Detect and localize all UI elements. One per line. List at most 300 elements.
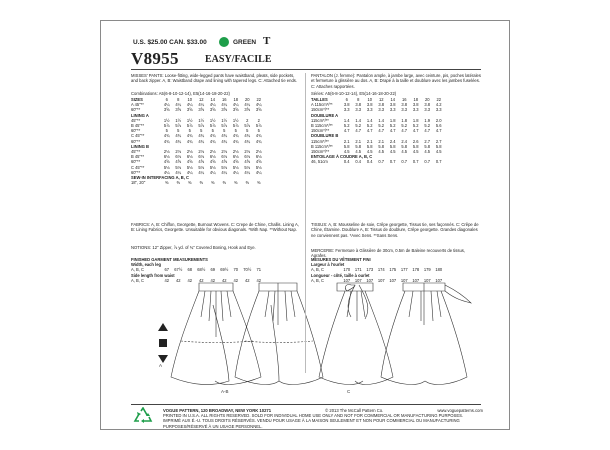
measure-cell: 2⅛ — [232, 149, 239, 155]
measure-cell: 3⅝ — [209, 107, 216, 113]
measure-cell: 107 — [412, 277, 420, 283]
measure-cell: 4⅝ — [232, 159, 239, 165]
french-yardage-table — [311, 97, 445, 165]
measure-cell: 2⅛ — [198, 149, 205, 155]
measure-cell: 18 — [233, 97, 239, 102]
measure-cell: 2⅛ — [255, 149, 262, 155]
measure-cell: ⅜ — [165, 180, 169, 186]
measure-row-label: B 115cm*/** — [311, 143, 333, 149]
measure-cell: 3⅝ — [221, 107, 228, 113]
measure-cell: 6 — [165, 97, 168, 102]
measure-cell: 4.7 — [389, 128, 396, 134]
measure-cell: 42 — [164, 277, 170, 283]
measure-cell: 5.8 — [412, 143, 419, 149]
measure-cell: 4⅝ — [198, 159, 205, 165]
measure-cell: 4¾ — [186, 138, 193, 144]
measure-cell: ⅜ — [211, 180, 215, 186]
measure-cell: 1½ — [163, 117, 170, 123]
measure-cell: 3⅝ — [186, 107, 193, 113]
measure-cell: ⅜ — [234, 180, 238, 186]
french-combinations: Séries: A5(6-8-10-12-14), E5(14-16-18-20-22) — [311, 91, 397, 96]
measure-cell: 2.0 — [435, 117, 442, 123]
measure-cell: 3.3 — [401, 107, 408, 113]
measure-cell: 5.8 — [389, 143, 396, 149]
measure-cell: 4⅝ — [255, 159, 262, 165]
measure-cell: 1.4 — [343, 117, 350, 123]
measure-cell: 5⅞ — [221, 123, 228, 129]
measure-cell: 2.7 — [435, 138, 442, 144]
measure-cell: ⅜ — [257, 180, 261, 186]
measure-cell: 4⅝ — [209, 159, 216, 165]
english-fabrics: FABRICS: A, B: Chiffon, Georgette, Burnout Wovens. C: Crepe de Chine, Challis. Lining A, B: Lining Fabrics, Georgette. Unsuitable for obvious diagonals. *With Nap. **Without Nap. — [131, 222, 299, 233]
measure-row-label: 60"** — [131, 107, 141, 113]
measure-cell: 4¼ — [232, 169, 239, 175]
measure-cell: 0.7 — [412, 159, 419, 165]
measure-row-label: 60"** — [131, 128, 141, 134]
measure-cell: 5.8 — [424, 143, 431, 149]
measure-row-label: SIZES — [131, 97, 143, 102]
measure-cell: 1½ — [175, 117, 182, 123]
measure-cell: 6⅛ — [232, 154, 239, 160]
measure-cell: 4¾ — [198, 138, 205, 144]
measure-cell: 1½ — [209, 117, 216, 123]
measure-row-label: 60"** — [131, 169, 141, 175]
figure-label-c: C — [347, 389, 351, 394]
measure-cell: 4¼ — [198, 169, 205, 175]
measure-cell: 42 — [256, 277, 262, 283]
measure-cell: ⅜ — [199, 180, 203, 186]
measure-cell: 4¼ — [221, 169, 228, 175]
measure-cell: 69 — [210, 267, 216, 273]
measure-cell: 4¾ — [255, 138, 262, 144]
measure-row-label: TAILLES — [311, 97, 328, 102]
measure-row-label: A, B, C — [131, 277, 144, 283]
measure-cell: 4⅝ — [221, 159, 228, 165]
french-description: PANTALON (J. femme): Pantalon ample, à jambe large, avec ceinture, pis, poches latérales et fermeture à glissière au dos. A, B: Drapé à la taille et doublure avec les jambes fuselées. C: Attaches rapportées. — [311, 73, 481, 89]
measure-cell: 3.8 — [424, 102, 431, 108]
measure-cell: 5.2 — [412, 123, 419, 129]
measure-cell: 6⅛ — [221, 154, 228, 160]
green-dot-icon — [219, 37, 229, 47]
measure-cell: 4¾ — [163, 133, 170, 139]
measure-cell: 5⅛ — [175, 164, 182, 170]
measure-cell: 3.8 — [378, 102, 385, 108]
measure-row-label: B 45"** — [131, 154, 145, 160]
measure-cell: 14 — [210, 97, 216, 102]
measure-cell: 4¾ — [163, 138, 170, 144]
footer-french: IMPRIMÉ AUX É.-U. TOUS DROITS RÉSERVÉS. VENDU POUR USAGE À LA MAISON SEULEMENT ET NON POUR COMMERCIAL OU MANUFACTURING PURPOSES/RÉSERVÉ À UN USAGE PERSONNEL. — [163, 418, 460, 429]
measure-section-heading: Largeur à l'ourlet — [311, 262, 345, 268]
measure-cell: 4¾ — [221, 138, 228, 144]
measure-cell: 4⅝ — [163, 159, 170, 165]
measure-section-heading: FINISHED GARMENT MEASUREMENTS — [131, 257, 208, 262]
english-combinations: Combinations: A5(6-8-10-12-14), E5(14-16-18-20-22) — [131, 91, 230, 96]
measure-section-heading: MESURES DU VÊTEMENT FINI — [311, 257, 371, 262]
measure-cell: 4¼ — [255, 102, 262, 108]
measure-cell: 8 — [357, 97, 360, 102]
measure-cell: 16 — [221, 97, 227, 102]
measure-cell: 175 — [389, 267, 397, 273]
measure-cell: 4.5 — [366, 149, 373, 155]
measure-cell: 4.7 — [355, 128, 362, 134]
measure-cell: 107 — [389, 277, 397, 283]
measure-cell: 5⅛ — [186, 164, 193, 170]
measure-cell: 3.8 — [355, 102, 362, 108]
measure-cell: 4¾ — [175, 133, 182, 139]
measure-cell: 2 — [246, 117, 249, 123]
measure-cell: 4¾ — [209, 133, 216, 139]
measure-cell: 6⅛ — [244, 154, 251, 160]
measure-cell: 5 — [211, 128, 214, 134]
measure-cell: 0.7 — [424, 159, 431, 165]
measure-row-label: 45"** — [131, 117, 141, 123]
measure-cell: 1½ — [198, 117, 205, 123]
measure-cell: 4.5 — [389, 149, 396, 155]
measure-cell: 5.2 — [424, 123, 431, 129]
measure-cell: 69½ — [220, 267, 229, 273]
measure-cell: 4¼ — [244, 102, 251, 108]
measure-cell: 0.7 — [378, 159, 385, 165]
measure-cell: 5⅞ — [186, 123, 193, 129]
measure-row-label: A, B, C — [311, 277, 324, 283]
measure-row-label: A 115cm*/** — [311, 102, 333, 108]
measure-cell: 4.7 — [424, 128, 431, 134]
measure-row-label: C 45"** — [131, 164, 145, 170]
english-description: MISSES' PANTS: Loose-fitting, wide-legged pants have waistband, pleats, side pockets, and back zipper. A, B: Waistband drape and lining with tapered legs. C: Attached tie ends. — [131, 73, 298, 84]
measure-cell: ⅜ — [245, 180, 249, 186]
measure-cell: 4.5 — [412, 149, 419, 155]
measure-row-label: 46, 51cm — [311, 159, 328, 165]
measure-cell: 2⅛ — [175, 149, 182, 155]
pattern-envelope-back — [100, 20, 510, 430]
measure-cell: 5.2 — [401, 123, 408, 129]
measure-row-label: 115cm*/** — [311, 138, 329, 144]
measure-cell: 170 — [343, 267, 351, 273]
measure-cell: 1½ — [232, 117, 239, 123]
measure-cell: 5⅞ — [175, 123, 182, 129]
measure-cell: 107 — [354, 277, 362, 283]
measure-cell: 4.2 — [435, 102, 442, 108]
french-fabrics: TISSUS: A, B: Mousseline de soie, Crêpe georgette, Tissus tie, ses façonnés. C: Crêpe de Chine, Étamine. Doublure A, B: Tissus de doublure, Crêpe georgette. Grandes diagonales ne conviennent pas. *Avec Sens. **Sans Sens. — [311, 222, 479, 238]
measure-cell: 5.8 — [378, 143, 385, 149]
measure-cell: 42 — [175, 277, 181, 283]
measure-cell: 4¼ — [175, 102, 182, 108]
measure-cell: 5 — [200, 128, 203, 134]
measure-cell: 4¾ — [209, 138, 216, 144]
measure-cell: 5.8 — [343, 143, 350, 149]
measure-cell: 20 — [424, 97, 430, 102]
orientation-arrows-icon — [156, 321, 170, 369]
measure-cell: 0.4 — [343, 159, 350, 165]
measure-cell: 107 — [400, 277, 408, 283]
measure-row — [131, 180, 265, 185]
measure-row-label: 18", 20" — [131, 180, 146, 186]
measure-cell: 4¼ — [163, 169, 170, 175]
measure-cell: 5.8 — [355, 143, 362, 149]
figure-label-a: A — [159, 363, 163, 368]
measure-cell: 178 — [412, 267, 420, 273]
measure-section-heading: LINING B — [131, 143, 149, 149]
measure-cell: 6⅛ — [209, 154, 216, 160]
measure-cell: 3.8 — [343, 102, 350, 108]
measure-cell: 42 — [210, 277, 216, 283]
measure-cell: 4.5 — [355, 149, 362, 155]
measure-cell: 3.3 — [435, 107, 442, 113]
measure-cell: 2.4 — [401, 138, 408, 144]
measure-section-heading: Longueur - côté, taille à ourlet — [311, 272, 370, 278]
measure-cell: 4¼ — [244, 169, 251, 175]
measure-cell: 4.7 — [366, 128, 373, 134]
measure-cell: 2⅛ — [244, 149, 251, 155]
header-divider — [131, 69, 481, 70]
footer-copyright: © 2013 The McCall Pattern Co. — [325, 408, 384, 413]
measure-cell: 5⅞ — [198, 123, 205, 129]
measure-cell: 4¾ — [175, 138, 182, 144]
measure-cell: 5 — [234, 128, 237, 134]
measure-cell: 5.8 — [366, 143, 373, 149]
measure-cell: 4¼ — [186, 102, 193, 108]
measure-cell: 3.3 — [355, 107, 362, 113]
measure-cell: 4¾ — [186, 133, 193, 139]
measure-cell: 107 — [423, 277, 431, 283]
measure-row-label: 150cm*/** — [311, 149, 330, 155]
measure-cell: 0.4 — [366, 159, 373, 165]
measure-cell: 5.2 — [389, 123, 396, 129]
measure-cell: 5.8 — [435, 143, 442, 149]
measure-cell: 3.3 — [424, 107, 431, 113]
measure-cell: 2.6 — [412, 138, 419, 144]
measure-cell: 5.8 — [401, 143, 408, 149]
english-yardage-table — [131, 97, 265, 185]
measure-cell: 5 — [246, 128, 249, 134]
measure-section-heading: DOUBLURE B — [311, 133, 339, 139]
measure-cell: 1.9 — [424, 117, 431, 123]
measure-cell: 68 — [187, 267, 193, 273]
measure-cell: 107 — [343, 277, 351, 283]
measure-cell: 70½ — [243, 267, 252, 273]
measure-cell: 2.1 — [366, 138, 373, 144]
green-letter: T — [263, 35, 271, 47]
color-label: GREEN — [233, 39, 257, 46]
measure-cell: 2.4 — [389, 138, 396, 144]
measure-cell: 107 — [377, 277, 385, 283]
measure-cell: 5 — [177, 128, 180, 134]
measure-cell: 6 — [345, 97, 348, 102]
measure-cell: 3.3 — [412, 107, 419, 113]
measure-row-label: C 45"** — [131, 133, 145, 139]
measure-cell: 5 — [165, 128, 168, 134]
footer-text — [163, 408, 483, 429]
measure-cell: 174 — [377, 267, 385, 273]
measure-cell: 5.2 — [366, 123, 373, 129]
measure-row-label: 45"** — [131, 149, 141, 155]
measure-cell: 1.4 — [355, 117, 362, 123]
measure-cell: ⅜ — [222, 180, 226, 186]
measure-cell: 4¼ — [163, 102, 170, 108]
measure-cell: 18 — [413, 97, 419, 102]
measure-cell: 4⅝ — [175, 159, 182, 165]
measure-section-heading: Side length from waist — [131, 272, 175, 278]
measure-cell: 3.3 — [366, 107, 373, 113]
measure-cell: 6⅛ — [186, 154, 193, 160]
measure-cell: 6⅛ — [175, 154, 182, 160]
measure-row-label: 60"** — [131, 138, 141, 144]
measure-cell: 3⅝ — [255, 107, 262, 113]
measure-row-label: 150cm*/** — [311, 128, 330, 134]
measure-cell: 4¾ — [198, 133, 205, 139]
measure-cell: 1.4 — [378, 117, 385, 123]
measure-cell: 10 — [367, 97, 373, 102]
measure-cell: 0.7 — [435, 159, 442, 165]
measure-cell: 4.5 — [435, 149, 442, 155]
measure-cell: 4¾ — [255, 133, 262, 139]
measure-cell: 2.1 — [343, 138, 350, 144]
measure-cell: 177 — [400, 267, 408, 273]
measure-cell: 5⅞ — [232, 123, 239, 129]
footer-printed: PRINTED IN U.S.A. ALL RIGHTS RESERVED. SOLD FOR INDIVIDUAL HOME USE ONLY AND NOT FOR COMMERCIAL OR MANUFACTURING PURPOSES. — [163, 413, 464, 419]
measure-cell: 4.5 — [343, 149, 350, 155]
measure-cell: 12 — [198, 97, 204, 102]
footer-website: www.voguepatterns.com — [437, 408, 483, 413]
measure-section-heading: LINING A — [131, 112, 149, 118]
column-divider — [305, 73, 306, 373]
measure-cell: 1½ — [186, 117, 193, 123]
measure-cell: 4¼ — [232, 102, 239, 108]
measure-row-label: B 45"** — [131, 123, 145, 129]
measure-cell: 1.8 — [401, 117, 408, 123]
measure-cell: 5⅛ — [244, 164, 251, 170]
measure-cell: 22 — [256, 97, 262, 102]
measure-cell: 2⅛ — [209, 149, 216, 155]
measure-row-label: 115cm*/** — [311, 117, 329, 123]
measure-cell: 179 — [423, 267, 431, 273]
measure-cell: 14 — [390, 97, 396, 102]
footer-divider — [131, 404, 481, 405]
measure-cell: 3.3 — [343, 107, 350, 113]
measure-cell: 8 — [177, 97, 180, 102]
measure-cell: 4⅝ — [186, 159, 193, 165]
measure-cell: 3.8 — [389, 102, 396, 108]
measure-cell: 5⅞ — [255, 123, 262, 129]
measure-section-heading: DOUBLURE A — [311, 112, 339, 118]
measure-row-label: A, B, C — [311, 267, 324, 273]
measure-cell: 5⅞ — [163, 123, 170, 129]
measure-cell: 5 — [257, 128, 260, 134]
measure-cell: 42 — [187, 277, 193, 283]
measure-cell: 0.7 — [389, 159, 396, 165]
measure-cell: 3.8 — [412, 102, 419, 108]
measure-row-label: 150cm*/** — [311, 107, 330, 113]
measure-cell: ⅜ — [188, 180, 192, 186]
measure-cell: 1½ — [221, 117, 228, 123]
measure-cell: 6⅛ — [163, 154, 170, 160]
measure-cell: 4¼ — [175, 169, 182, 175]
measure-cell: 42 — [244, 277, 250, 283]
measure-cell: 2 — [257, 117, 260, 123]
measure-cell: 5.6 — [435, 123, 442, 129]
measure-section-heading: Width, each leg — [131, 262, 161, 268]
measure-cell: 4.7 — [401, 128, 408, 134]
measure-row — [311, 159, 445, 164]
french-notions: MERCERIE: Fermeture à Glissière de 30cm, 0.5m de Baleine recouverts de tissus, Agrafes. — [311, 248, 466, 259]
measure-cell: 3⅝ — [232, 107, 239, 113]
measure-cell: 67 — [164, 267, 170, 273]
measure-row-label: 60"** — [131, 159, 141, 165]
measure-cell: 3⅝ — [175, 107, 182, 113]
measure-cell: 4¼ — [186, 169, 193, 175]
english-notions: NOTIONS: 12" Zipper, ⅞ yd. of ¾" Covered Boning, Hook and Eye. — [131, 245, 256, 250]
measure-cell: 1.8 — [389, 117, 396, 123]
recycle-icon — [133, 407, 153, 425]
measure-cell: 16 — [401, 97, 407, 102]
measure-cell: 4.7 — [378, 128, 385, 134]
measure-cell: 42 — [233, 277, 239, 283]
measure-section-heading: ENTOILAGE À COUDRE A, B, C — [311, 154, 373, 160]
measure-cell: 4.7 — [343, 128, 350, 134]
measure-cell: 3⅝ — [163, 107, 170, 113]
measure-cell: 4.5 — [424, 149, 431, 155]
measure-cell: 3⅝ — [198, 107, 205, 113]
measure-cell: ⅜ — [176, 180, 180, 186]
measure-cell: 2.1 — [355, 138, 362, 144]
measure-cell: 5⅞ — [244, 123, 251, 129]
measure-cell: 3.3 — [389, 107, 396, 113]
measure-cell: 4¼ — [209, 102, 216, 108]
measure-cell: 5⅞ — [209, 123, 216, 129]
measure-cell: 180 — [435, 267, 443, 273]
measure-row-label: B 115cm*/** — [311, 123, 333, 129]
pattern-number: V8955 — [131, 49, 179, 68]
measure-cell: 4.7 — [435, 128, 442, 134]
measure-cell: 5.2 — [355, 123, 362, 129]
measure-cell: 4¾ — [244, 133, 251, 139]
measure-cell: 0.4 — [355, 159, 362, 165]
measure-cell: 5⅛ — [232, 164, 239, 170]
measure-cell: 173 — [366, 267, 374, 273]
measure-cell: 22 — [436, 97, 442, 102]
measure-cell: 4.7 — [412, 128, 419, 134]
measure-row-label: A 45"** — [131, 102, 144, 108]
measure-cell: 5⅛ — [255, 164, 262, 170]
measure-cell: 71 — [256, 267, 262, 273]
measure-cell: 12 — [378, 97, 384, 102]
measure-cell: 67½ — [174, 267, 183, 273]
measure-cell: 42 — [221, 277, 227, 283]
technical-drawings — [141, 277, 481, 403]
measure-cell: 10 — [187, 97, 193, 102]
measure-cell: 4¼ — [209, 169, 216, 175]
measure-cell: 4⅝ — [244, 159, 251, 165]
measure-section-heading: SEW-IN INTERFACING A, B, C — [131, 175, 189, 181]
figure-label-ab: A-B — [221, 389, 229, 394]
measure-cell: 4¾ — [232, 138, 239, 144]
measure-cell: 3.3 — [378, 107, 385, 113]
measure-cell: 107 — [366, 277, 374, 283]
measure-cell: 5⅛ — [163, 164, 170, 170]
measure-cell: 3.8 — [401, 102, 408, 108]
measure-cell: 3.8 — [366, 102, 373, 108]
measure-cell: 2⅛ — [186, 149, 193, 155]
measure-cell: 4.5 — [401, 149, 408, 155]
measure-cell: 1.8 — [412, 117, 419, 123]
measure-cell: 5.2 — [378, 123, 385, 129]
measure-cell: 4¾ — [232, 133, 239, 139]
measure-row — [131, 139, 265, 144]
measure-cell: 6⅛ — [198, 154, 205, 160]
measure-cell: 4¾ — [244, 138, 251, 144]
measure-cell: 5⅛ — [209, 164, 216, 170]
measure-cell: 5.2 — [343, 123, 350, 129]
